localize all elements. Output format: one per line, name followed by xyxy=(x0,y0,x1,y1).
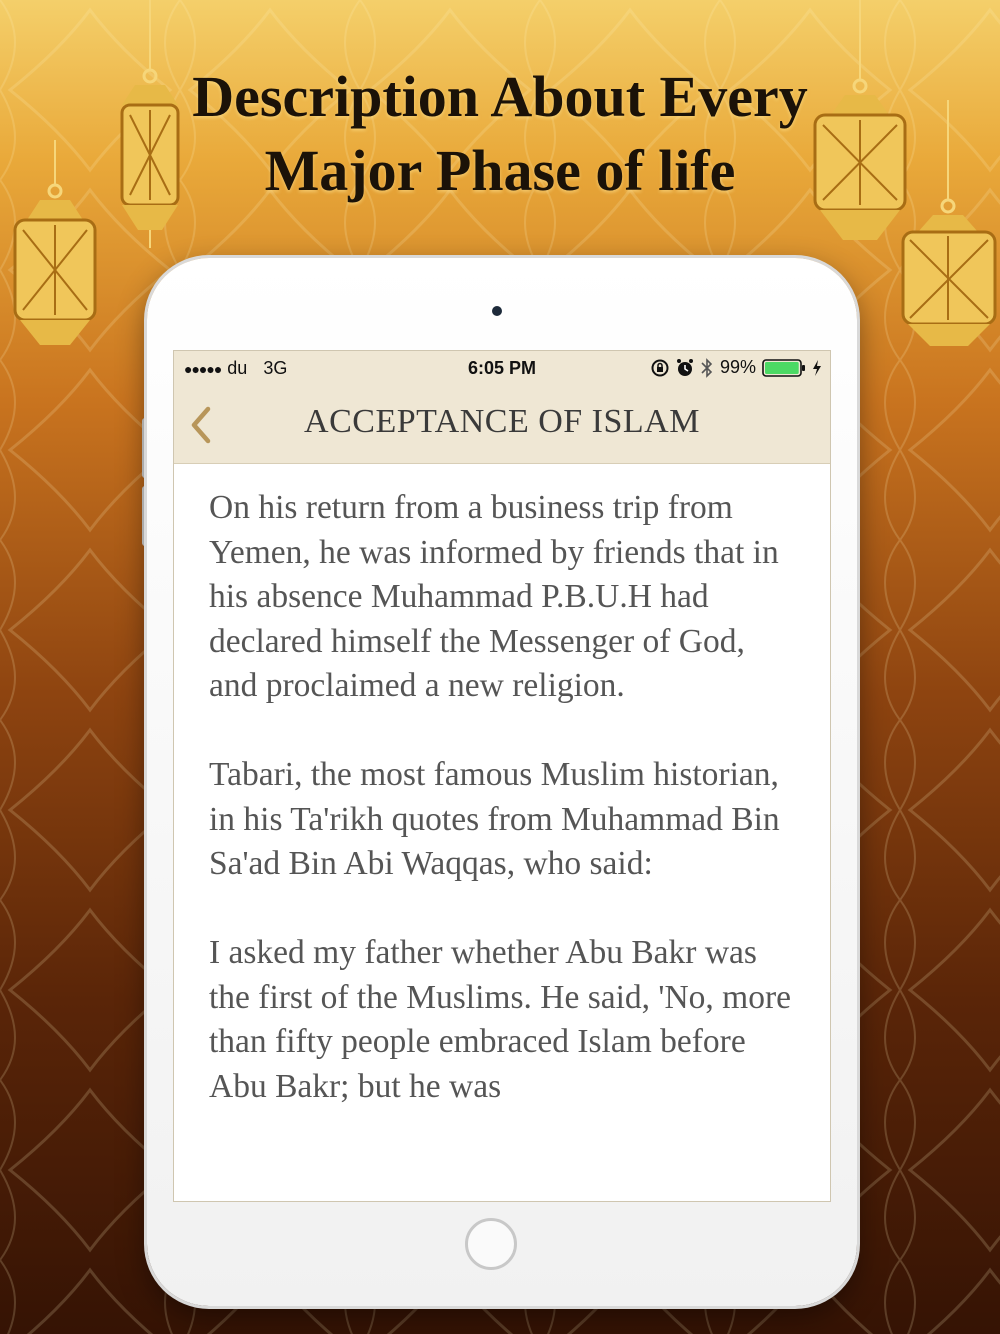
home-button[interactable] xyxy=(465,1218,517,1270)
signal-strength-icon: ●●●●● xyxy=(184,360,222,377)
battery-percent: 99% xyxy=(719,357,756,377)
app-screen xyxy=(173,350,831,1202)
alarm-icon xyxy=(676,358,694,378)
article-body[interactable] xyxy=(174,464,830,1109)
bluetooth-icon xyxy=(700,358,714,378)
charging-icon xyxy=(812,359,822,377)
camera-icon xyxy=(492,306,502,316)
article-paragraph: Tabari, the most famous Muslim historian, in his Ta'rikh quotes from Muhammad Bin Sa'ad Bin Abi Waqqas, who said: xyxy=(209,756,780,882)
headline-line-1: Description About Every xyxy=(192,64,808,129)
navigation-bar xyxy=(174,385,830,464)
page-title: ACCEPTANCE OF ISLAM xyxy=(304,403,700,440)
status-bar xyxy=(174,351,830,385)
article-paragraph: On his return from a business trip from Yemen, he was informed by friends that in his absence Muhammad P.B.U.H had declared himself the Messenger of God, and proclaimed a new religion. xyxy=(209,489,779,704)
promo-headline xyxy=(0,60,1000,208)
status-time: 6:05 PM xyxy=(467,358,537,378)
article-paragraph: I asked my father whether Abu Bakr was the first of the Muslims. He said, 'No, more than fifty people embraced Islam before Abu Bakr; but he was xyxy=(209,934,791,1105)
orientation-lock-icon xyxy=(650,358,670,378)
network-label: 3G xyxy=(263,358,288,378)
carrier-label: du xyxy=(227,358,248,378)
headline-line-2: Major Phase of life xyxy=(264,138,736,203)
battery-icon xyxy=(762,359,806,377)
